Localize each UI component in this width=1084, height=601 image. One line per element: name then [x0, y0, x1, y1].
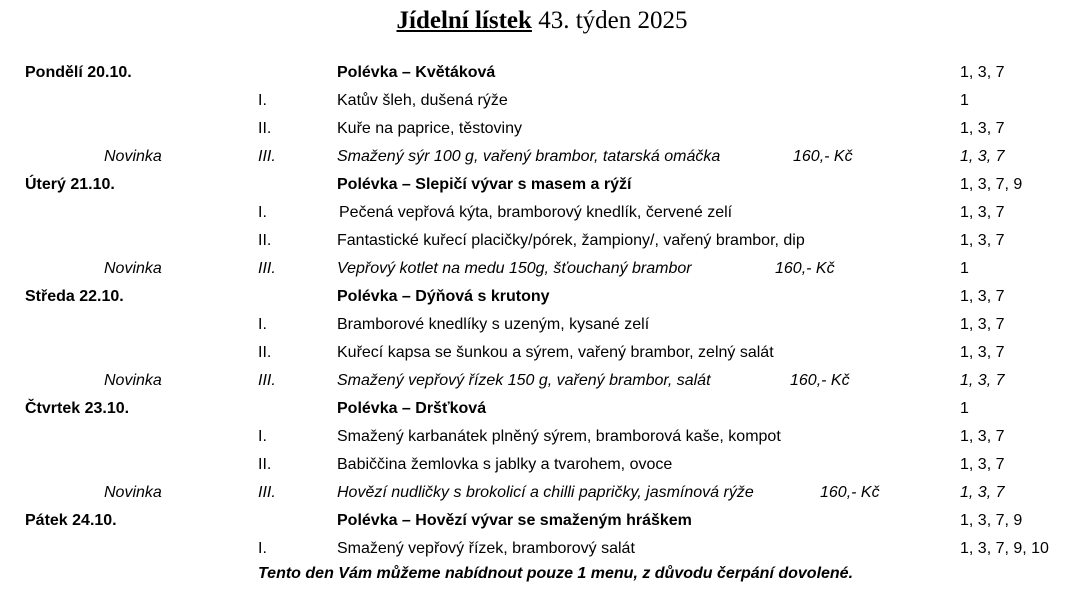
menu-number: I. — [258, 428, 267, 445]
dish-name: Smažený karbanátek plněný sýrem, bramborová kaše, kompot — [337, 428, 781, 445]
allergens: 1, 3, 7 — [960, 344, 1005, 361]
menu-number: I. — [258, 204, 267, 221]
novinka-tag: Novinka — [104, 372, 162, 389]
price: 160,- Kč — [775, 260, 835, 277]
soup-name: Polévka – Dýňová s krutony — [337, 288, 550, 305]
menu-item-row — [0, 87, 1084, 115]
day-label: Pondělí 20.10. — [25, 64, 132, 81]
allergens: 1, 3, 7, 9 — [960, 176, 1023, 193]
dish-name: Fantastické kuřecí placičky/pórek, žampiony/, vařený brambor, dip — [337, 232, 805, 249]
allergens: 1, 3, 7, 9, 10 — [960, 540, 1049, 557]
price: 160,- Kč — [820, 484, 880, 501]
novinka-tag: Novinka — [104, 260, 162, 277]
menu-item-row — [0, 311, 1084, 339]
day-row-tuesday — [0, 171, 1084, 199]
special-item-row — [0, 367, 1084, 395]
dish-name: Hovězí nudličky s brokolicí a chilli papričky, jasmínová rýže — [337, 484, 754, 501]
day-row-wednesday — [0, 283, 1084, 311]
menu-item-row — [0, 535, 1084, 563]
allergens: 1 — [960, 260, 969, 277]
menu-item-row — [0, 451, 1084, 479]
menu-number: I. — [258, 540, 267, 557]
dish-name: Kuřecí kapsa se šunkou a sýrem, vařený brambor, zelný salát — [337, 344, 774, 361]
title-week: 43. týden 2025 — [531, 7, 688, 34]
menu-number: II. — [258, 120, 272, 137]
day-label: Středa 22.10. — [25, 288, 124, 305]
menu-number: III. — [258, 372, 276, 389]
dish-name: Bramborové knedlíky s uzeným, kysané zelí — [337, 316, 650, 333]
dish-name: Babiččina žemlovka s jablky a tvarohem, ovoce — [337, 456, 673, 473]
special-item-row — [0, 255, 1084, 283]
day-row-friday — [0, 507, 1084, 535]
day-label: Pátek 24.10. — [25, 512, 117, 529]
menu-number: III. — [258, 484, 276, 501]
allergens: 1, 3, 7 — [960, 120, 1005, 137]
menu-item-row — [0, 199, 1084, 227]
menu-number: II. — [258, 456, 272, 473]
dish-name: Katův šleh, dušená rýže — [337, 92, 508, 109]
allergens: 1, 3, 7 — [960, 232, 1005, 249]
soup-name: Polévka – Hovězí vývar se smaženým hráškem — [337, 512, 692, 529]
footer-note: Tento den Vám můžeme nabídnout pouze 1 menu, z důvodu čerpání dovolené. — [258, 565, 854, 582]
soup-name: Polévka – Květáková — [337, 64, 496, 81]
soup-name: Polévka – Dršťková — [337, 400, 487, 417]
menu-item-row — [0, 423, 1084, 451]
allergens: 1 — [960, 92, 969, 109]
menu-number: I. — [258, 92, 267, 109]
menu-number: III. — [258, 148, 276, 165]
page-title — [0, 6, 1084, 36]
price: 160,- Kč — [790, 372, 850, 389]
novinka-tag: Novinka — [104, 148, 162, 165]
price: 160,- Kč — [793, 148, 853, 165]
day-row-monday — [0, 59, 1084, 87]
menu-number: I. — [258, 316, 267, 333]
menu-number: II. — [258, 344, 272, 361]
novinka-tag: Novinka — [104, 484, 162, 501]
allergens: 1, 3, 7 — [960, 316, 1005, 333]
allergens: 1 — [960, 400, 969, 417]
dish-name: Kuře na paprice, těstoviny — [337, 120, 522, 137]
dish-name: Smažený vepřový řízek, bramborový salát — [337, 540, 635, 557]
menu-number: III. — [258, 260, 276, 277]
allergens: 1, 3, 7 — [960, 64, 1005, 81]
dish-name: Pečená vepřová kýta, bramborový knedlík, červené zelí — [339, 204, 733, 221]
day-label: Čtvrtek 23.10. — [25, 400, 130, 417]
dish-name: Vepřový kotlet na medu 150g, šťouchaný brambor — [337, 260, 692, 277]
allergens: 1, 3, 7, 9 — [960, 512, 1023, 529]
day-row-thursday — [0, 395, 1084, 423]
dish-name: Smažený sýr 100 g, vařený brambor, tatarská omáčka — [337, 148, 721, 165]
menu-item-row — [0, 227, 1084, 255]
allergens: 1, 3, 7 — [960, 148, 1005, 165]
day-label: Úterý 21.10. — [25, 176, 115, 193]
allergens: 1, 3, 7 — [960, 288, 1005, 305]
menu-item-row — [0, 115, 1084, 143]
allergens: 1, 3, 7 — [960, 204, 1005, 221]
dish-name: Smažený vepřový řízek 150 g, vařený brambor, salát — [337, 372, 711, 389]
allergens: 1, 3, 7 — [960, 428, 1005, 445]
allergens: 1, 3, 7 — [960, 372, 1005, 389]
special-item-row — [0, 479, 1084, 507]
menu-number: II. — [258, 232, 272, 249]
allergens: 1, 3, 7 — [960, 456, 1005, 473]
special-item-row — [0, 143, 1084, 171]
menu-item-row — [0, 339, 1084, 367]
allergens: 1, 3, 7 — [960, 484, 1005, 501]
soup-name: Polévka – Slepičí vývar s masem a rýží — [337, 176, 632, 193]
title-main: Jídelní lístek — [396, 7, 532, 34]
